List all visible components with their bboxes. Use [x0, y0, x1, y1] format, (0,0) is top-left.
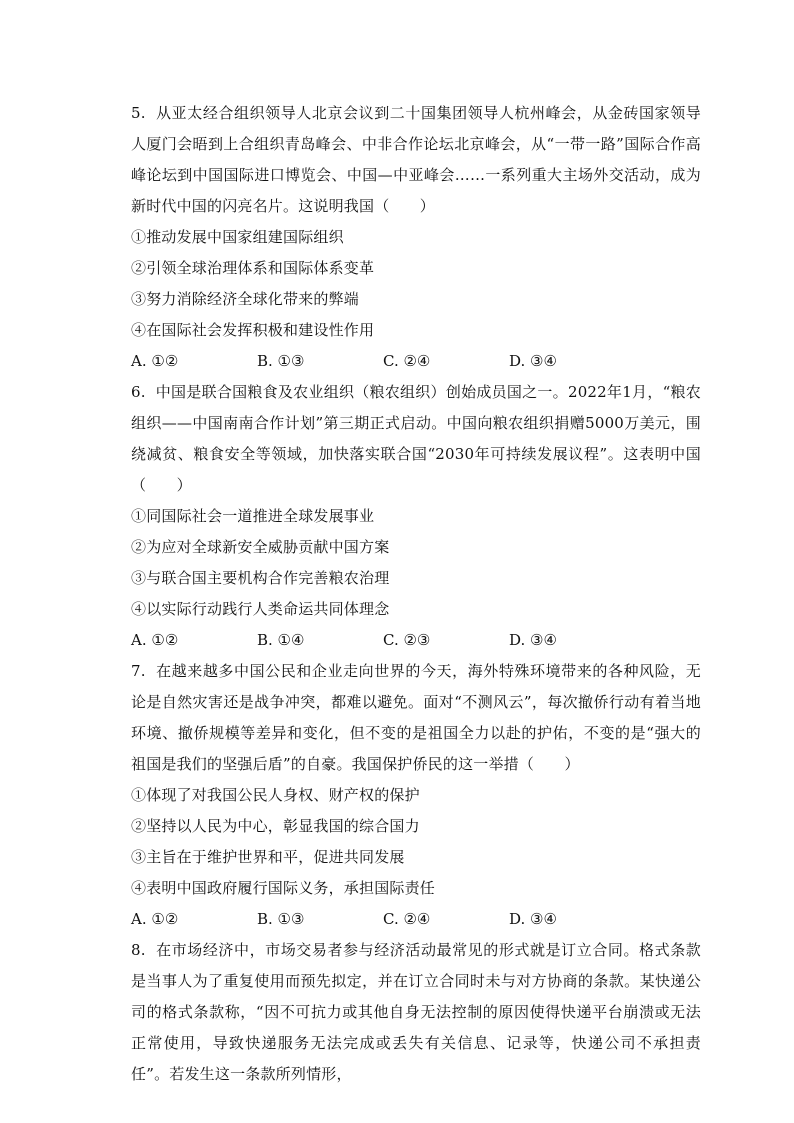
answer-choice-b: B. ①③ — [257, 910, 305, 928]
answer-choices — [131, 625, 701, 656]
question-5 — [131, 98, 701, 377]
question-number: 5. — [131, 104, 146, 122]
answer-choice-c: C. ②③ — [383, 631, 431, 649]
statement-option: ①体现了对我国公民人身权、财产权的保护 — [131, 786, 420, 804]
statement-option: ②为应对全球新安全威胁贡献中国方案 — [131, 538, 390, 556]
statement-option: ③与联合国主要机构合作完善粮农治理 — [131, 569, 390, 587]
statement-option: ④以实际行动践行人类命运共同体理念 — [131, 600, 390, 618]
question-8 — [131, 935, 701, 1090]
statement-option: ④表明中国政府履行国际义务，承担国际责任 — [131, 879, 436, 897]
statement-option: ②坚持以人民为中心，彰显我国的综合国力 — [131, 817, 420, 835]
answer-choice-c: C. ②④ — [383, 910, 431, 928]
question-6 — [131, 377, 701, 656]
answer-choices — [131, 346, 701, 377]
answer-choice-a: A. ①② — [131, 910, 179, 928]
question-stem — [131, 98, 701, 222]
answer-choice-a: A. ①② — [131, 631, 179, 649]
question-7 — [131, 656, 701, 935]
statement-option: ③努力消除经济全球化带来的弊端 — [131, 290, 360, 308]
answer-choice-d: D. ③④ — [509, 352, 557, 370]
answer-choice-d: D. ③④ — [509, 910, 557, 928]
statement-option: ①同国际社会一道推进全球发展事业 — [131, 507, 375, 525]
question-stem — [131, 377, 701, 501]
question-text: 在市场经济中，市场交易者参与经济活动最常见的形式就是订立合同。格式条款是当事人为了重复使用而预先拟定，并在订立合同时未与对方协商的条款。某快递公司的格式条款称，“因不可抗力或其他自身无法控制的原因使得快递平台崩溃或无法正常使用，导致快递服务无法完成或丢失有关信息、记录等，快递公司不承担责任”。若发生这一条款所列情形， — [131, 941, 701, 1083]
question-number: 8. — [131, 941, 146, 959]
question-text: 中国是联合国粮食及农业组织（粮农组织）创始成员国之一。2022年1月，“粮农组织——中国南南合作计划”第三期正式启动。中国向粮农组织捐赠5000万美元，围绕减贫、粮食安全等领域，加快落实联合国“2030年可持续发展议程”。这表明中国（ ） — [131, 383, 701, 494]
question-stem — [131, 935, 701, 1090]
statement-option: ③主旨在于维护世界和平，促进共同发展 — [131, 848, 405, 866]
statement-option: ①推动发展中国家组建国际组织 — [131, 228, 344, 246]
question-number: 6. — [131, 383, 146, 401]
question-text: 在越来越多中国公民和企业走向世界的今天，海外特殊环境带来的各种风险，无论是自然灾害还是战争冲突，都难以避免。面对“不测风云”，每次撤侨行动有着当地环境、撤侨规模等差异和变化，但不变的是祖国全力以赴的护佑，不变的是“强大的祖国是我们的坚强后盾”的自豪。我国保护侨民的这一举措（ ） — [131, 662, 701, 773]
question-number: 7. — [131, 662, 146, 680]
answer-choice-b: B. ①③ — [257, 352, 305, 370]
question-list — [131, 98, 701, 1090]
answer-choice-d: D. ③④ — [509, 631, 557, 649]
statement-option: ④在国际社会发挥积极和建设性作用 — [131, 321, 375, 339]
answer-choice-b: B. ①④ — [257, 631, 305, 649]
question-stem — [131, 656, 701, 780]
question-text: 从亚太经合组织领导人北京会议到二十国集团领导人杭州峰会，从金砖国家领导人厦门会晤到上合组织青岛峰会、中非合作论坛北京峰会，从“一带一路”国际合作高峰论坛到中国国际进口博览会、中国—中亚峰会……一系列重大主场外交活动，成为新时代中国的闪亮名片。这说明我国（ ） — [131, 104, 701, 215]
statement-option: ②引领全球治理体系和国际体系变革 — [131, 259, 375, 277]
answer-choice-a: A. ①② — [131, 352, 179, 370]
answer-choice-c: C. ②④ — [383, 352, 431, 370]
answer-choices — [131, 904, 701, 935]
